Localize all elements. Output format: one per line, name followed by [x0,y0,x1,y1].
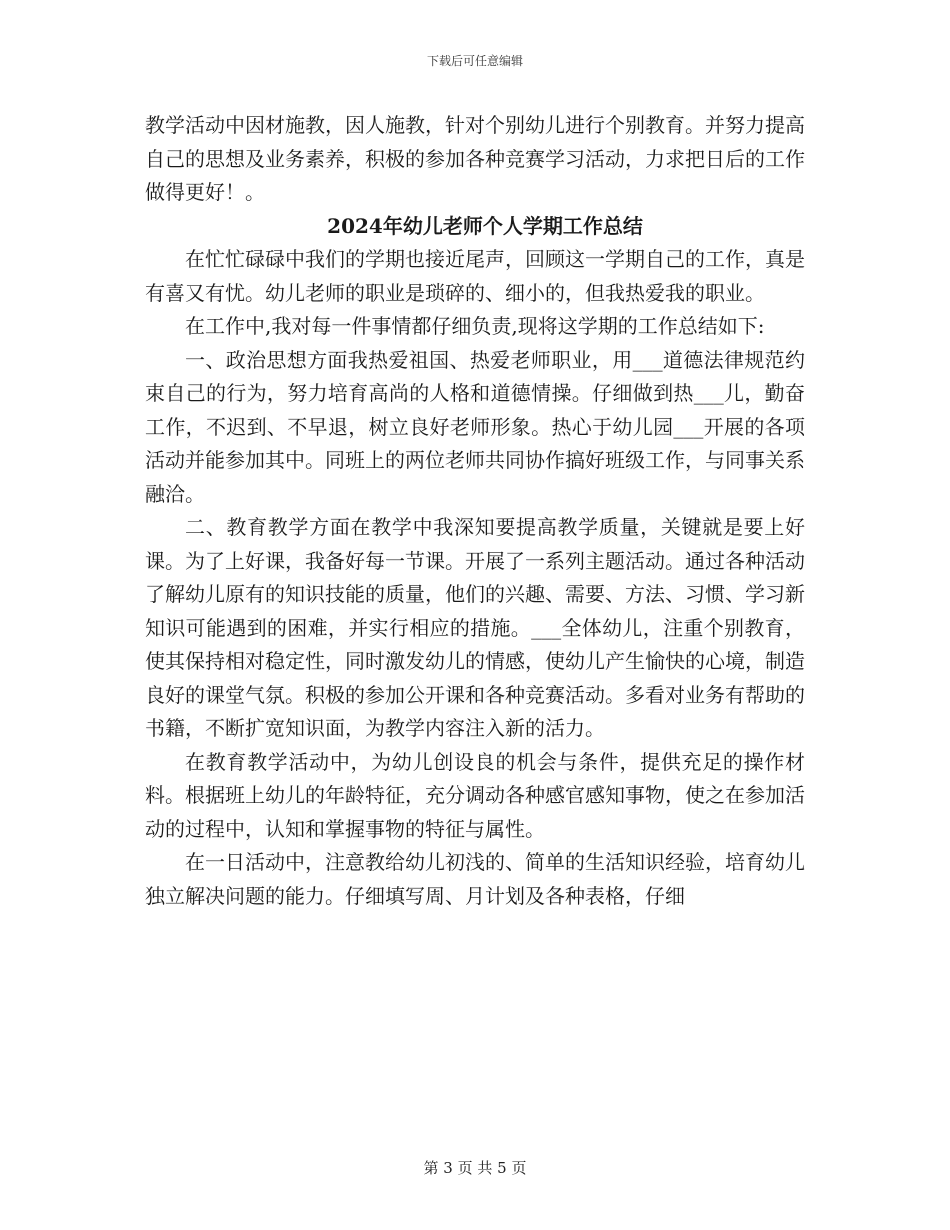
body-paragraph: 在一日活动中，注意教给幼儿初浅的、简单的生活知识经验，培育幼儿独立解决问题的能力。仔细填写周、月计划及各种表格，仔细 [145,850,805,908]
page-number: 第 3 页 共 5 页 [423,1159,527,1177]
page-header: 下载后可任意编辑 [426,54,523,68]
body-paragraph: 在教育教学活动中，为幼儿创设良的机会与条件，提供充足的操作材料。根据班上幼儿的年龄特征，充分调动各种感官感知事物，使之在参加活动的过程中，认知和掌握事物的特征与属性。 [145,749,805,841]
body-paragraph: 在忙忙碌碌中我们的学期也接近尾声，回顾这一学期自己的工作，真是有喜又有忧。幼儿老师的职业是琐碎的、细小的，但我热爱我的职业。 [145,247,805,305]
body-paragraph: 二、教育教学方面在教学中我深知要提高教学质量，关键就是要上好课。为了上好课，我备好每一节课。开展了一系列主题活动。通过各种活动了解幼儿原有的知识技能的质量，他们的兴趣、需要、方法、习惯、学习新知识可能遇到的困难，并实行相应的措施。___全体幼儿，注重个别教育，使其保持相对稳定性，同时激发幼儿的情感，使幼儿产生愉快的心境，制造良好的课堂气氛。积极的参加公开课和各种竞赛活动。多看对业务有帮助的书籍，不断扩宽知识面，为教学内容注入新的活力。 [145,515,805,740]
continuation-paragraph: 教学活动中因材施教，因人施教，针对个别幼儿进行个别教育。并努力提高自己的思想及业务素养，积极的参加各种竞赛学习活动，力求把日后的工作做得更好！。 [145,113,805,204]
body-paragraph: 在工作中,我对每一件事情都仔细负责,现将这学期的工作总结如下: [185,314,765,338]
body-paragraph: 一、政治思想方面我热爱祖国、热爱老师职业，用___道德法律规范约束自己的行为，努力培育高尚的人格和道德情操。仔细做到热___儿，勤奋工作，不迟到、不早退，树立良好老师形象。热心于幼儿园___开展的各项活动并能参加其中。同班上的两位老师共同协作搞好班级工作，与同事关系融洽。 [145,347,805,506]
document-title: 2024年幼儿老师个人学期工作总结 [327,213,643,238]
document-body [145,109,805,913]
